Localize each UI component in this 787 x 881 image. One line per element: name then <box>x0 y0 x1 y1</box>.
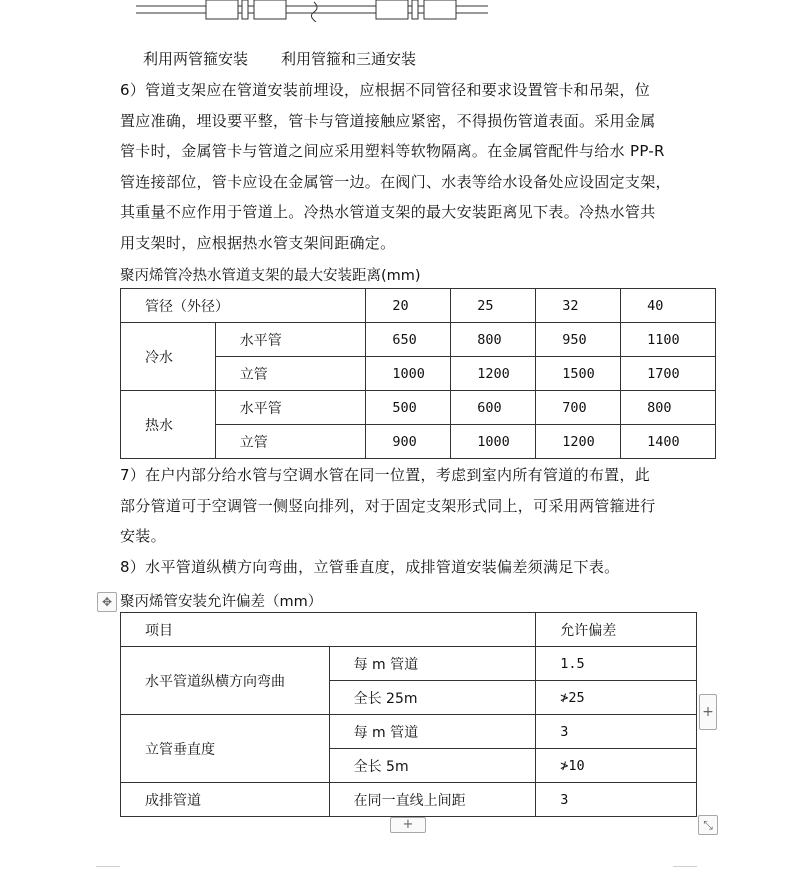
table2-caption: 聚丙烯管安装允许偏差（mm） <box>120 594 323 610</box>
cell-value: 1000 <box>451 425 536 459</box>
paragraph-6 <box>120 75 680 258</box>
table-header-row <box>121 613 697 647</box>
table-move-handle-icon[interactable]: ✥ <box>97 592 117 612</box>
cell-value: 1400 <box>621 425 716 459</box>
cell-value: 600 <box>451 391 536 425</box>
cell-value: 1100 <box>621 323 716 357</box>
page-corner-mark <box>673 866 697 867</box>
cell-value: 800 <box>451 323 536 357</box>
paragraph-8 <box>120 552 680 583</box>
group-hot-water: 热水 <box>121 391 216 459</box>
table1-caption: 聚丙烯管冷热水管道支架的最大安装距离(mm) <box>120 268 421 284</box>
cell-value: 1500 <box>536 357 621 391</box>
text-line: 管卡时，金属管卡与管道之间应采用塑料等软物隔离。在金属管配件与给水 PP-R <box>120 142 665 160</box>
row-label: 水平管 <box>215 323 366 357</box>
text-line: 管连接部位，管卡应设在金属管一边。在阀门、水表等给水设备处应设固定支架， <box>120 172 671 191</box>
table-row <box>121 647 697 681</box>
cell-value: 3 <box>536 783 697 817</box>
table-row <box>121 391 716 425</box>
cell-value: 3 <box>536 715 697 749</box>
text-line: 其重量不应作用于管道上。冷热水管道支架的最大安装距离见下表。冷热水管共 <box>120 203 656 221</box>
header-size: 32 <box>536 289 621 323</box>
pipe-fitting-figure <box>136 0 488 22</box>
header-size: 40 <box>621 289 716 323</box>
header-pipe-diameter: 管径（外径） <box>121 289 366 323</box>
row-label: 在同一直线上间距 <box>329 783 536 817</box>
cell-value: 900 <box>366 425 451 459</box>
cell-value: 1000 <box>366 357 451 391</box>
row-label: 立管 <box>215 425 366 459</box>
table-header-row <box>121 289 716 323</box>
text-line: 安装。 <box>120 527 166 545</box>
cell-value: 650 <box>366 323 451 357</box>
header-size: 20 <box>366 289 451 323</box>
support-spacing-table <box>120 288 716 459</box>
add-row-button[interactable]: + <box>390 817 426 833</box>
table-row <box>121 715 697 749</box>
text-line: 置应准确，埋设要平整，管卡与管道接触应紧密，不得损伤管道表面。采用金属 <box>120 111 656 130</box>
header-item: 项目 <box>121 613 536 647</box>
add-column-button[interactable]: + <box>699 694 717 730</box>
row-label: 水平管 <box>215 391 366 425</box>
group-vertical-plumb: 立管垂直度 <box>121 715 330 783</box>
cell-value: ≯10 <box>536 749 697 783</box>
group-cold-water: 冷水 <box>121 323 216 391</box>
cell-value: 1.5 <box>536 647 697 681</box>
group-horizontal-bend: 水平管道纵横方向弯曲 <box>121 647 330 715</box>
row-label: 全长 5m <box>329 749 536 783</box>
page-corner-mark <box>96 866 120 867</box>
cell-value: 800 <box>621 391 716 425</box>
cell-value: 1200 <box>451 357 536 391</box>
cell-value: 700 <box>536 391 621 425</box>
text-line: 8）水平管道纵横方向弯曲，立管垂直度，成排管道安装偏差须满足下表。 <box>120 558 620 576</box>
cell-value: 1200 <box>536 425 621 459</box>
cell-value: 950 <box>536 323 621 357</box>
figure-caption-left: 利用两管箍安装 <box>143 50 249 68</box>
row-label: 每 m 管道 <box>329 715 536 749</box>
text-line: 7）在户内部分给水管与空调水管在同一位置，考虑到室内所有管道的布置，此 <box>120 466 651 484</box>
row-label: 全长 25m <box>329 681 536 715</box>
cell-value: 1700 <box>621 357 716 391</box>
figure-caption-right: 利用管箍和三通安装 <box>281 50 417 68</box>
table-resize-icon[interactable]: ⤡ <box>698 815 718 835</box>
text-line: 用支架时，应根据热水管支架间距确定。 <box>120 233 396 252</box>
installation-tolerance-table <box>120 612 697 817</box>
paragraph-7 <box>120 460 680 552</box>
header-tolerance: 允许偏差 <box>536 613 697 647</box>
header-size: 25 <box>451 289 536 323</box>
cell-value: 500 <box>366 391 451 425</box>
table-row <box>121 783 697 817</box>
group-row-pipes: 成排管道 <box>121 783 330 817</box>
text-line: 6）管道支架应在管道安装前埋设，应根据不同管径和要求设置管卡和吊架，位 <box>120 81 651 99</box>
cell-value: ≯25 <box>536 681 697 715</box>
text-line: 部分管道可于空调管一侧竖向排列，对于固定支架形式同上，可采用两管箍进行 <box>120 496 656 515</box>
table-row <box>121 323 716 357</box>
row-label: 立管 <box>215 357 366 391</box>
row-label: 每 m 管道 <box>329 647 536 681</box>
